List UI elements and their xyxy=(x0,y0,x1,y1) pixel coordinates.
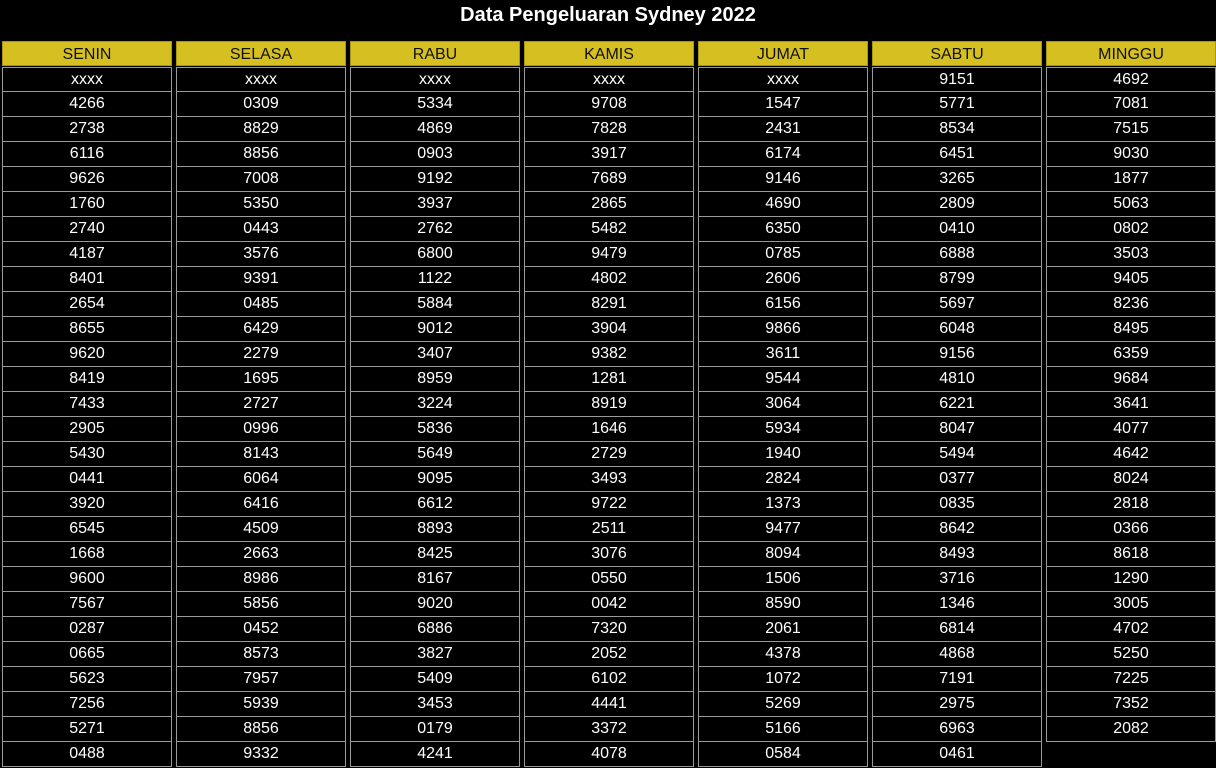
table-cell: 9477 xyxy=(698,517,868,542)
table-cell: 6814 xyxy=(872,617,1042,642)
table-cell: 4869 xyxy=(350,117,520,142)
table-cell: 8959 xyxy=(350,367,520,392)
table-cell: 5430 xyxy=(2,442,172,467)
table-cell: 2061 xyxy=(698,617,868,642)
table-cell: 2975 xyxy=(872,692,1042,717)
table-cell: 8856 xyxy=(176,142,346,167)
table-cell: 6221 xyxy=(872,392,1042,417)
table-cell: 9405 xyxy=(1046,267,1216,292)
table-cell: 3917 xyxy=(524,142,694,167)
table-cell: 2663 xyxy=(176,542,346,567)
table-cell: 6064 xyxy=(176,467,346,492)
table-cell: 9620 xyxy=(2,342,172,367)
table-cell: xxxx xyxy=(176,67,346,92)
table-cell: 9012 xyxy=(350,317,520,342)
table-cell: 2082 xyxy=(1046,717,1216,742)
table-cell: 6359 xyxy=(1046,342,1216,367)
table-cell: 0377 xyxy=(872,467,1042,492)
table-cell: 9151 xyxy=(872,67,1042,92)
table-cell: 9600 xyxy=(2,567,172,592)
table-cell: 0996 xyxy=(176,417,346,442)
table-cell: 8655 xyxy=(2,317,172,342)
table-cell: 7191 xyxy=(872,667,1042,692)
table-cell: xxxx xyxy=(524,67,694,92)
table-cell: 3453 xyxy=(350,692,520,717)
table-cell: 2654 xyxy=(2,292,172,317)
table-cell: 7081 xyxy=(1046,92,1216,117)
table-cell: 6451 xyxy=(872,142,1042,167)
table-cell: 0461 xyxy=(872,742,1042,767)
table-cell: 8419 xyxy=(2,367,172,392)
table-cell: 6612 xyxy=(350,492,520,517)
table-cell: 8893 xyxy=(350,517,520,542)
table-cell: 4441 xyxy=(524,692,694,717)
table-cell: 3920 xyxy=(2,492,172,517)
table-cell: 8534 xyxy=(872,117,1042,142)
table-cell: 5250 xyxy=(1046,642,1216,667)
table-cell: 8829 xyxy=(176,117,346,142)
table-cell: 9095 xyxy=(350,467,520,492)
table-cell: 9684 xyxy=(1046,367,1216,392)
table-cell: 3937 xyxy=(350,192,520,217)
table-cell: 0903 xyxy=(350,142,520,167)
table-cell: 4868 xyxy=(872,642,1042,667)
table-cell: 4241 xyxy=(350,742,520,767)
table-cell: 8143 xyxy=(176,442,346,467)
table-cell: 4078 xyxy=(524,742,694,767)
table-cell: 0452 xyxy=(176,617,346,642)
table-cell: 6800 xyxy=(350,242,520,267)
column-header: RABU xyxy=(350,41,520,66)
table-cell: 0488 xyxy=(2,742,172,767)
table-cell: 3372 xyxy=(524,717,694,742)
table-cell: 0287 xyxy=(2,617,172,642)
table-cell: 8291 xyxy=(524,292,694,317)
table-cell: 4509 xyxy=(176,517,346,542)
table-cell: 2865 xyxy=(524,192,694,217)
table-cell: 1877 xyxy=(1046,167,1216,192)
table-cell: 1668 xyxy=(2,542,172,567)
table-cell: 6429 xyxy=(176,317,346,342)
table-cell: 6048 xyxy=(872,317,1042,342)
table-cell: 2606 xyxy=(698,267,868,292)
column-sabtu xyxy=(872,41,1042,767)
table-cell: xxxx xyxy=(350,67,520,92)
table-cell: 5063 xyxy=(1046,192,1216,217)
table-cell: 6886 xyxy=(350,617,520,642)
table-cell: 1695 xyxy=(176,367,346,392)
column-header: MINGGU xyxy=(1046,41,1216,66)
table-cell: 0441 xyxy=(2,467,172,492)
table-cell: 7320 xyxy=(524,617,694,642)
table-cell: 9382 xyxy=(524,342,694,367)
table-cell: 6545 xyxy=(2,517,172,542)
table-cell: 3904 xyxy=(524,317,694,342)
table-cell: 7957 xyxy=(176,667,346,692)
table-cell: 8495 xyxy=(1046,317,1216,342)
table-cell: 3493 xyxy=(524,467,694,492)
table-cell: 7256 xyxy=(2,692,172,717)
table-cell: 5166 xyxy=(698,717,868,742)
table-cell: 0550 xyxy=(524,567,694,592)
table-cell: 2740 xyxy=(2,217,172,242)
table-cell: 3064 xyxy=(698,392,868,417)
table-cell: 0665 xyxy=(2,642,172,667)
table-cell: 5884 xyxy=(350,292,520,317)
table-cell: 4266 xyxy=(2,92,172,117)
table-cell: 8493 xyxy=(872,542,1042,567)
column-header: KAMIS xyxy=(524,41,694,66)
table-cell: 9722 xyxy=(524,492,694,517)
table-cell: 6963 xyxy=(872,717,1042,742)
table-cell: 5856 xyxy=(176,592,346,617)
table-cell: 4187 xyxy=(2,242,172,267)
table-cell: 2905 xyxy=(2,417,172,442)
table-cell: 7567 xyxy=(2,592,172,617)
table-cell: 0042 xyxy=(524,592,694,617)
table-cell: 8236 xyxy=(1046,292,1216,317)
table-cell: 2279 xyxy=(176,342,346,367)
table-cell: 8425 xyxy=(350,542,520,567)
table-cell: 0785 xyxy=(698,242,868,267)
table-cell: 5334 xyxy=(350,92,520,117)
table-cell: 9391 xyxy=(176,267,346,292)
table-cell: xxxx xyxy=(2,67,172,92)
table-cell: 2824 xyxy=(698,467,868,492)
table-cell: 8642 xyxy=(872,517,1042,542)
table-cell: 8094 xyxy=(698,542,868,567)
table-cell: 9866 xyxy=(698,317,868,342)
column-senin xyxy=(2,41,172,767)
table-cell: 2818 xyxy=(1046,492,1216,517)
table-cell: 3407 xyxy=(350,342,520,367)
table-cell: 6888 xyxy=(872,242,1042,267)
table-cell: 3827 xyxy=(350,642,520,667)
table-cell: 2431 xyxy=(698,117,868,142)
table-cell: 3005 xyxy=(1046,592,1216,617)
table-cell: 1373 xyxy=(698,492,868,517)
table-cell: 8167 xyxy=(350,567,520,592)
table-cell: 3576 xyxy=(176,242,346,267)
table-cell: 4690 xyxy=(698,192,868,217)
table-cell: 1290 xyxy=(1046,567,1216,592)
table-cell: 4642 xyxy=(1046,442,1216,467)
table-cell: 1646 xyxy=(524,417,694,442)
table-cell: 6102 xyxy=(524,667,694,692)
table-cell: 4702 xyxy=(1046,617,1216,642)
table-cell: 7689 xyxy=(524,167,694,192)
table-cell: 3503 xyxy=(1046,242,1216,267)
table-cell: 1506 xyxy=(698,567,868,592)
table-cell: 5939 xyxy=(176,692,346,717)
table-cell: 5649 xyxy=(350,442,520,467)
table-cell: 1122 xyxy=(350,267,520,292)
table-cell: 5494 xyxy=(872,442,1042,467)
table-cell: 5482 xyxy=(524,217,694,242)
table-cell: 6350 xyxy=(698,217,868,242)
column-header: JUMAT xyxy=(698,41,868,66)
table-cell: 2727 xyxy=(176,392,346,417)
table-cell: 6116 xyxy=(2,142,172,167)
table-cell: 2762 xyxy=(350,217,520,242)
table-cell: 4802 xyxy=(524,267,694,292)
table-cell: 6156 xyxy=(698,292,868,317)
table-cell: 8047 xyxy=(872,417,1042,442)
table-cell: 8590 xyxy=(698,592,868,617)
table-cell: 7515 xyxy=(1046,117,1216,142)
table-cell: 9332 xyxy=(176,742,346,767)
table-cell: 4692 xyxy=(1046,67,1216,92)
table-cell: 6174 xyxy=(698,142,868,167)
table-cell: 5934 xyxy=(698,417,868,442)
table-cell: 7225 xyxy=(1046,667,1216,692)
table-cell: 9626 xyxy=(2,167,172,192)
table-cell: 0366 xyxy=(1046,517,1216,542)
table-cell: 7008 xyxy=(176,167,346,192)
table-cell: 5836 xyxy=(350,417,520,442)
table-cell: 7352 xyxy=(1046,692,1216,717)
column-kamis xyxy=(524,41,694,767)
table-cell: 3611 xyxy=(698,342,868,367)
table-cell: 6416 xyxy=(176,492,346,517)
table-cell: 9146 xyxy=(698,167,868,192)
column-header: SELASA xyxy=(176,41,346,66)
table-cell: 7828 xyxy=(524,117,694,142)
table-cell: 3265 xyxy=(872,167,1042,192)
table-cell: 2738 xyxy=(2,117,172,142)
table-cell: 1760 xyxy=(2,192,172,217)
table-cell: 1281 xyxy=(524,367,694,392)
column-header: SENIN xyxy=(2,41,172,66)
table-cell: 9708 xyxy=(524,92,694,117)
page-title: Data Pengeluaran Sydney 2022 xyxy=(460,4,756,26)
table-cell: 2052 xyxy=(524,642,694,667)
table-cell: 3076 xyxy=(524,542,694,567)
table-cell: 0179 xyxy=(350,717,520,742)
table-cell: 8024 xyxy=(1046,467,1216,492)
table-cell: 0309 xyxy=(176,92,346,117)
table-cell: 9030 xyxy=(1046,142,1216,167)
table-cell: 3224 xyxy=(350,392,520,417)
table-cell: 9192 xyxy=(350,167,520,192)
table-cell: 9479 xyxy=(524,242,694,267)
table-cell: 1940 xyxy=(698,442,868,467)
table-cell: 0485 xyxy=(176,292,346,317)
table-cell: 2809 xyxy=(872,192,1042,217)
table-cell: 0835 xyxy=(872,492,1042,517)
table-cell: 4810 xyxy=(872,367,1042,392)
table-cell: 8919 xyxy=(524,392,694,417)
table-cell: 3641 xyxy=(1046,392,1216,417)
table-cell: 5350 xyxy=(176,192,346,217)
table-cell: 8618 xyxy=(1046,542,1216,567)
table-cell: 0443 xyxy=(176,217,346,242)
table-cell: 4378 xyxy=(698,642,868,667)
table-cell: 3716 xyxy=(872,567,1042,592)
table-cell: 5269 xyxy=(698,692,868,717)
table-cell: 8573 xyxy=(176,642,346,667)
table-cell: 1547 xyxy=(698,92,868,117)
table-cell: 0410 xyxy=(872,217,1042,242)
table-cell: 7433 xyxy=(2,392,172,417)
column-header: SABTU xyxy=(872,41,1042,66)
table-cell: 1072 xyxy=(698,667,868,692)
table-cell: 5771 xyxy=(872,92,1042,117)
table-cell: 9156 xyxy=(872,342,1042,367)
table-cell: xxxx xyxy=(698,67,868,92)
table-cell: 8986 xyxy=(176,567,346,592)
table-cell: 1346 xyxy=(872,592,1042,617)
table-cell: 9544 xyxy=(698,367,868,392)
column-minggu xyxy=(1046,41,1216,742)
table-cell: 8401 xyxy=(2,267,172,292)
table-cell: 8856 xyxy=(176,717,346,742)
table-cell: 2729 xyxy=(524,442,694,467)
results-table xyxy=(0,41,1216,768)
table-cell: 5271 xyxy=(2,717,172,742)
column-jumat xyxy=(698,41,868,767)
table-cell: 4077 xyxy=(1046,417,1216,442)
table-cell: 5623 xyxy=(2,667,172,692)
column-selasa xyxy=(176,41,346,767)
table-cell: 8799 xyxy=(872,267,1042,292)
table-cell: 2511 xyxy=(524,517,694,542)
table-cell: 0584 xyxy=(698,742,868,767)
table-cell: 9020 xyxy=(350,592,520,617)
table-cell: 5697 xyxy=(872,292,1042,317)
table-cell: 0802 xyxy=(1046,217,1216,242)
table-cell: 5409 xyxy=(350,667,520,692)
column-rabu xyxy=(350,41,520,767)
